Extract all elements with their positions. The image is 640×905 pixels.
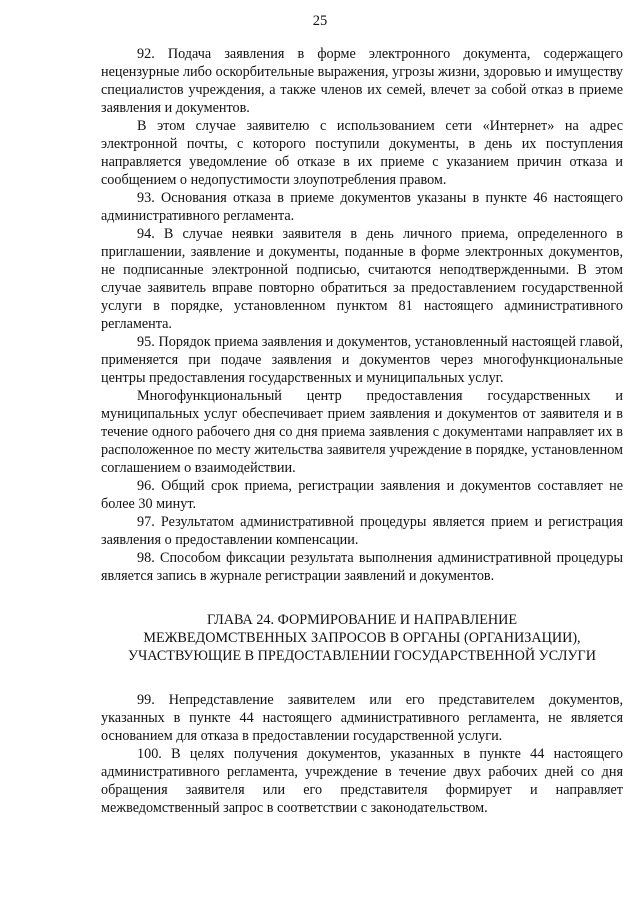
paragraph-95-continuation: Многофункциональный центр предоставления государственных и муниципальных услуг обеспечивает прием заявления и документов от заявителя и в течение одного рабочего дня со дня приема заявления с документами направляет их в расположенное по месту жительства заявителя учреждение в порядке, установленном соглашением о взаимодействии. — [101, 388, 623, 476]
paragraph-97: 97. Результатом административной процедуры является прием и регистрация заявления о предоставлении компенсации. — [101, 514, 623, 548]
paragraph-93: 93. Основания отказа в приеме документов указаны в пункте 46 настоящего административного регламента. — [101, 190, 623, 224]
paragraph-98: 98. Способом фиксации результата выполнения административной процедуры является запись в журнале регистрации заявлений и документов. — [101, 550, 623, 584]
chapter-heading-line-1: ГЛАВА 24. ФОРМИРОВАНИЕ И НАПРАВЛЕНИЕ — [206, 612, 518, 628]
paragraph-94: 94. В случае неявки заявителя в день личного приема, определенного в приглашении, заявление и документы, поданные в форме электронных документов, не подписанные электронной подписью, считаются неподтвержденными. В этом случае заявитель вправе повторно обратиться за предоставлением государственной услуги в порядке, установленном пунктом 81 настоящего административного регламента. — [101, 226, 623, 332]
paragraph-100: 100. В целях получения документов, указанных в пункте 44 настоящего административного регламента, учреждение в течение двух рабочих дней со дня обращения заявителя или его представителя формирует и направляет межведомственный запрос в соответствии с законодательством. — [101, 746, 623, 816]
paragraph-92: 92. Подача заявления в форме электронного документа, содержащего нецензурные либо оскорбительные выражения, угрозы жизни, здоровью и имуществу специалистов учреждения, а также членов их семей, влечет за собой отказ в приеме заявления и документов. — [101, 46, 623, 116]
chapter-heading-line-3: УЧАСТВУЮЩИЕ В ПРЕДОСТАВЛЕНИИ ГОСУДАРСТВЕННОЙ УСЛУГИ — [128, 648, 596, 664]
document-body — [101, 45, 623, 817]
paragraph-95: 95. Порядок приема заявления и документов, установленный настоящей главой, применяется при подаче заявления и документов через многофункциональные центры предоставления государственных и муниципальных услуг. — [101, 334, 623, 386]
chapter-heading-line-2: МЕЖВЕДОМСТВЕННЫХ ЗАПРОСОВ В ОРГАНЫ (ОРГАНИЗАЦИИ), — [143, 630, 581, 646]
paragraph-92-continuation: В этом случае заявителю с использованием сети «Интернет» на адрес электронной почты, с которого поступили документы, в день их поступления направляется уведомление об отказе в их приеме с указанием причин отказа и сообщением о недопустимости злоупотребления правом. — [101, 118, 623, 188]
paragraph-96: 96. Общий срок приема, регистрации заявления и документов составляет не более 30 минут. — [101, 478, 623, 512]
paragraph-99: 99. Непредставление заявителем или его представителем документов, указанных в пункте 44 настоящего административного регламента, не является основанием для отказа в предоставлении государственной услуги. — [101, 692, 623, 744]
chapter-heading — [101, 611, 623, 665]
page-number: 25 — [312, 13, 328, 29]
